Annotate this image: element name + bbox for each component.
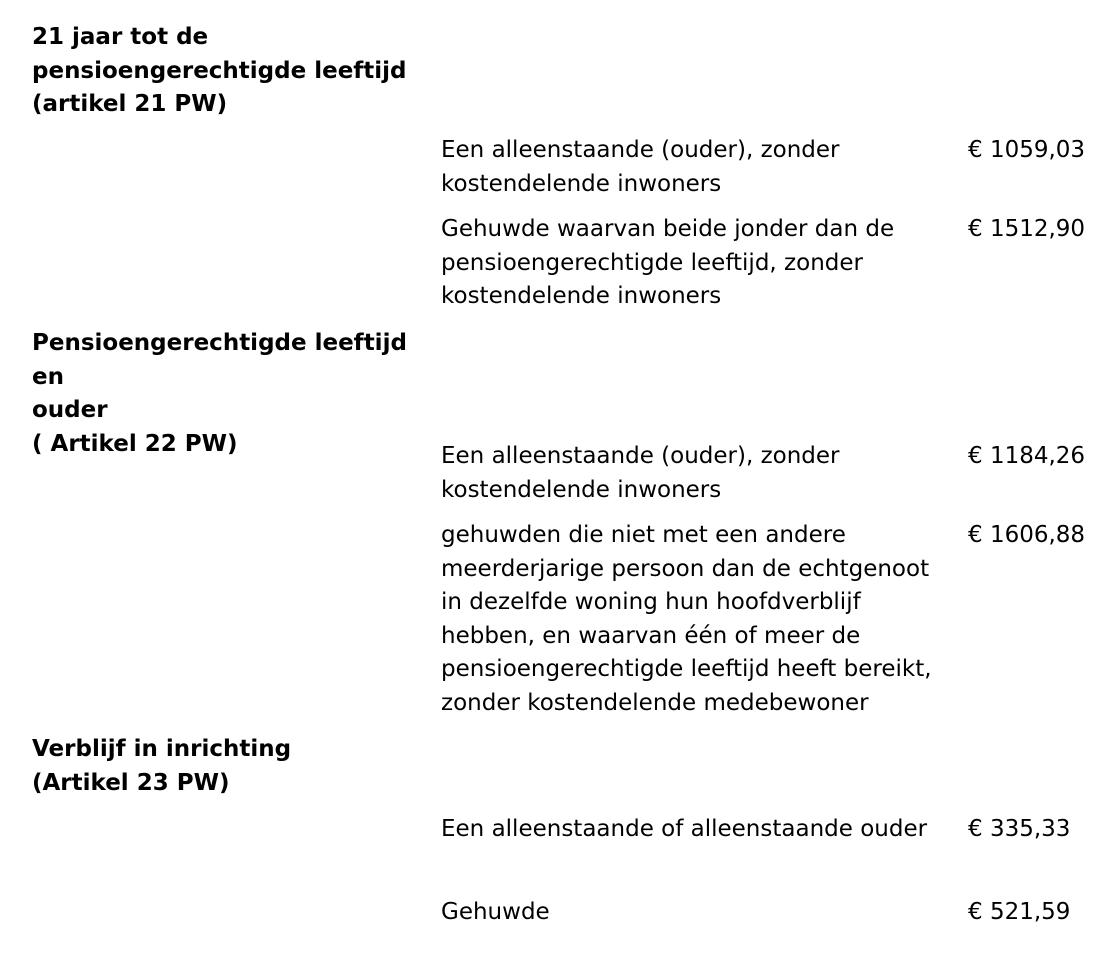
rate-description <box>441 519 961 720</box>
description-line: Een alleenstaande (ouder), zonder <box>441 137 840 163</box>
description-line: in dezelfde woning hun hoofdverblijf <box>441 589 861 615</box>
rate-description <box>441 134 961 201</box>
description-line: pensioengerechtigde leeftijd, zonder <box>441 249 863 276</box>
rate-amount: € 335,33 <box>968 816 1071 842</box>
description-line: zonder kostendelende medebewoner <box>441 689 869 716</box>
rate-description <box>441 213 961 314</box>
section-heading-artikel-22 <box>32 327 422 461</box>
description-line: gehuwden die niet met een andere <box>441 522 846 548</box>
rate-description <box>441 440 961 507</box>
description-line: Gehuwde waarvan beide jonder dan de <box>441 216 895 242</box>
section-heading-artikel-21 <box>32 21 422 122</box>
heading-line: ouder <box>32 397 108 423</box>
heading-line: pensioengerechtigde leeftijd <box>32 57 407 84</box>
rate-amount: € 1512,90 <box>968 216 1086 242</box>
heading-line: (artikel 21 PW) <box>32 91 228 117</box>
rate-amount: € 1606,88 <box>968 522 1086 548</box>
heading-line: 21 jaar tot de <box>32 24 209 50</box>
rate-description <box>441 813 961 847</box>
description-line: hebben, en waarvan één of meer de <box>441 622 861 649</box>
description-line: meerderjarige persoon dan de echtgenoot <box>441 555 930 582</box>
heading-line: (Artikel 23 PW) <box>32 769 230 796</box>
description-line: kostendelende inwoners <box>441 476 722 503</box>
heading-line: Verblijf in inrichting <box>32 736 292 762</box>
rate-amount: € 1059,03 <box>968 137 1086 163</box>
description-line: kostendelende inwoners <box>441 170 722 197</box>
heading-line: ( Artikel 22 PW) <box>32 430 238 457</box>
description-line: Een alleenstaande (ouder), zonder <box>441 443 840 469</box>
description-line: Gehuwde <box>441 899 550 925</box>
section-heading-artikel-23 <box>32 733 422 800</box>
description-line: Een alleenstaande of alleenstaande ouder <box>441 816 928 842</box>
rate-description <box>441 896 961 930</box>
rate-amount: € 521,59 <box>968 899 1071 925</box>
description-line: kostendelende inwoners <box>441 283 722 309</box>
heading-line: Pensioengerechtigde leeftijd en <box>32 330 407 390</box>
description-line: pensioengerechtigde leeftijd heeft bereikt, <box>441 656 932 682</box>
rate-amount: € 1184,26 <box>968 443 1086 469</box>
